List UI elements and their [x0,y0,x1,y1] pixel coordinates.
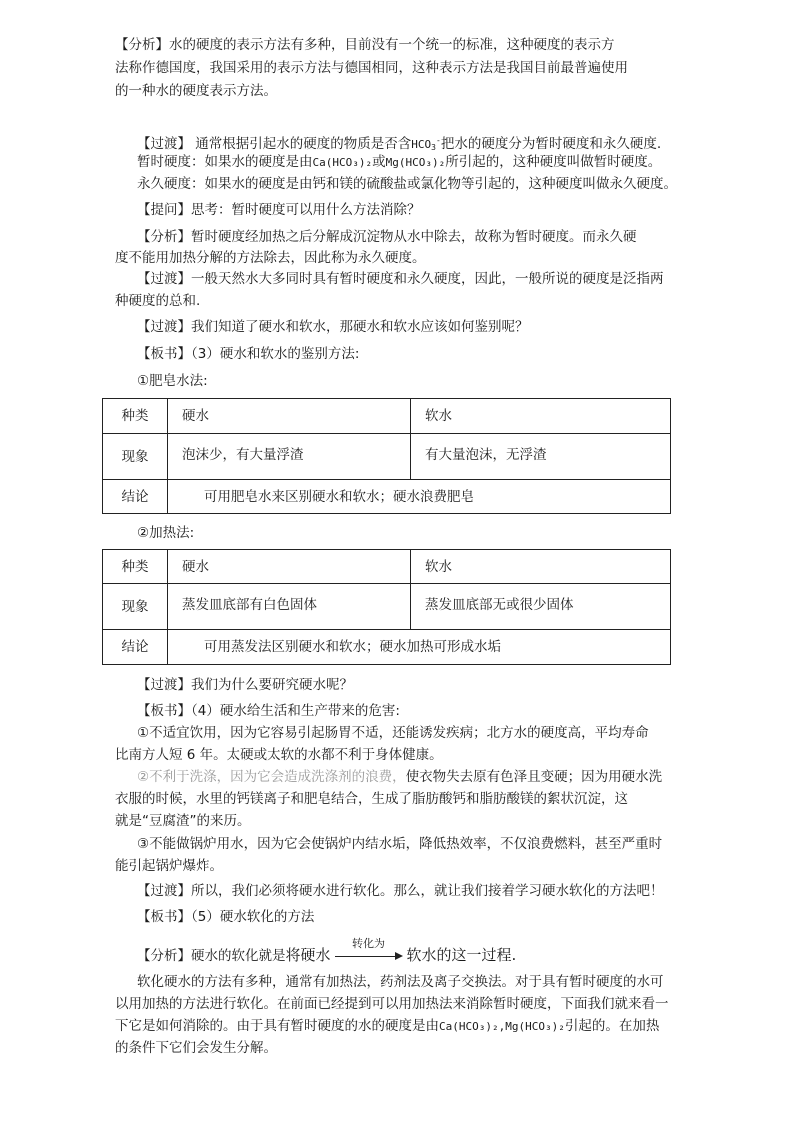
table-cell: 现象 [103,584,168,630]
table-cell: 种类 [103,399,168,434]
paragraph-line: ①肥皂水法: [137,373,208,389]
paragraph-line: 【板书】（3）硬水和软水的鉴别方法: [137,346,360,362]
text-span: 使衣物失去原有色泽且变硬；因为用硬水洗 [405,769,663,785]
paragraph-line: 度不能用加热分解的方法除去，因此称为永久硬度。 [115,250,426,266]
paragraph-line: ①不适宜饮用，因为它容易引起肠胃不适，还能诱发疾病；北方水的硬度高，平均寿命 [137,725,649,741]
table-row [103,550,671,584]
paragraph-line: 比南方人短 6 年。太硬或太软的水都不利于身体健康。 [115,747,443,763]
table-row [103,584,671,630]
paragraph-line: 就是“豆腐渣”的来历。 [115,813,251,829]
formula-hco3: HCO [411,138,432,151]
conversion-arrow [333,937,405,966]
table-row [103,434,671,480]
table-soap-method [102,398,671,514]
formula-ca-hco3: Ca(HCO₃)₂, [439,1020,506,1033]
paragraph-line: 【过渡】一般天然水大多同时具有暂时硬度和永久硬度，因此，一般所说的硬度是泛指两 [137,271,664,287]
paragraph-line: 的条件下它们会发生分解。 [115,1040,277,1056]
text-span: 下它是如何消除的。由于具有暂时硬度的水的硬度是由 [115,1018,439,1034]
paragraph-line: 的一种水的硬度表示方法。 [115,83,277,99]
table-cell: 结论 [103,480,168,514]
text-span: 引起的。在加热 [564,1018,660,1034]
paragraph-line: 【提问】思考：暂时硬度可以用什么方法消除？ [137,202,421,218]
text-span: 所引起的，这种硬度叫做暂时硬度。 [445,154,662,170]
paragraph-line [137,937,717,967]
paragraph-line: 【过渡】我们为什么要研究硬水呢？ [137,677,353,693]
table-cell: 有大量泡沫，无浮渣 [411,434,671,480]
table-cell: 硬水 [168,550,411,584]
table-cell: 蒸发皿底部有白色固体 [168,584,411,630]
paragraph-line: 法称作德国度，我国采用的表示方法与德国相同，这种表示方法是我国目前最普遍使用 [115,60,628,76]
text-span: 【过渡】 通常根据引起水的硬度的物质是否含 [137,136,412,152]
text-span-gray: ②不利于洗涤，因为它会造成洗涤剂的浪费， [137,769,406,785]
formula-ca-hco3: Ca(HCO₃)₂ [312,156,373,169]
table-cell: 软水 [411,550,671,584]
text-span: 或 [372,154,386,170]
paragraph-line [115,1015,695,1038]
table-cell: 软水 [411,399,671,434]
paragraph-line: 永久硬度：如果水的硬度是由钙和镁的硫酸盐或氯化物等引起的，这种硬度叫做永久硬度。 [137,176,677,192]
paragraph-line: 【过渡】我们知道了硬水和软水，那硬水和软水应该如何鉴别呢？ [137,319,529,335]
paragraph-line: 【分析】暂时硬度经加热之后分解成沉淀物从水中除去，故称为暂时硬度。而永久硬 [137,229,637,245]
paragraph-line: 能引起锅炉爆炸。 [115,858,223,874]
table-cell: 结论 [103,630,168,665]
text-span: 暂时硬度：如果水的硬度是由 [137,154,313,170]
table-row [103,630,671,665]
paragraph-line: 【分析】水的硬度的表示方法有多种，目前没有一个统一的标准，这种硬度的表示方 [115,37,615,53]
arrow-shaft [335,956,397,957]
table-cell: 现象 [103,434,168,480]
superscript: - [436,136,441,145]
table-cell: 种类 [103,550,168,584]
table-row [103,480,671,514]
table-cell: 可用蒸发法区别硬水和软水；硬水加热可形成水垢 [168,630,671,665]
arrow-label: 转化为 [352,937,386,950]
paragraph-line: 【板书】（4）硬水给生活和生产带来的危害: [137,703,400,719]
paragraph-line: 【过渡】所以，我们必须将硬水进行软化。那么，就让我们接着学习硬水软化的方法吧！ [137,883,664,899]
table-heating-method [102,549,671,665]
paragraph-line: 【板书】（5）硬水软化的方法 [137,909,315,925]
paragraph-line: ②加热法: [137,525,195,541]
paragraph-line: 软化硬水的方法有多种，通常有加热法，药剂法及离子交换法。对于具有暂时硬度的水可 [137,974,664,990]
table-cell: 泡沫少，有大量浮渣 [168,434,411,480]
table-cell: 蒸发皿底部无或很少固体 [411,584,671,630]
paragraph-line: 种硬度的总和. [115,293,201,309]
text-span: 将硬水 [285,946,331,964]
paragraph-line [137,151,717,174]
paragraph-line [137,766,717,788]
arrow-right-icon [395,952,403,960]
text-span: 软水的这一过程. [406,946,517,964]
table-cell: 硬水 [168,399,411,434]
formula-mg-hco3: Mg(HCO₃)₂ [505,1020,565,1033]
table-cell: 可用肥皂水来区别硬水和软水；硬水浪费肥皂 [168,480,671,514]
paragraph-line: 衣服的时候，水里的钙镁离子和肥皂结合，生成了脂肪酸钙和脂肪酸镁的絮状沉淀，这 [115,791,628,807]
text-span: 【分析】硬水的软化就是 [137,948,286,964]
text-span: 把水的硬度分为暂时硬度和永久硬度. [440,136,662,152]
formula-mg-hco3: Mg(HCO₃)₂ [385,156,446,169]
paragraph-line: ③不能做锅炉用水，因为它会使锅炉内结水垢，降低热效率，不仅浪费燃料，甚至严重时 [137,836,663,852]
table-row [103,399,671,434]
paragraph-line: 以用加热的方法进行软化。在前面已经提到可以用加热法来消除暂时硬度，下面我们就来看一 [115,996,669,1012]
subscript: 3 [431,143,436,152]
